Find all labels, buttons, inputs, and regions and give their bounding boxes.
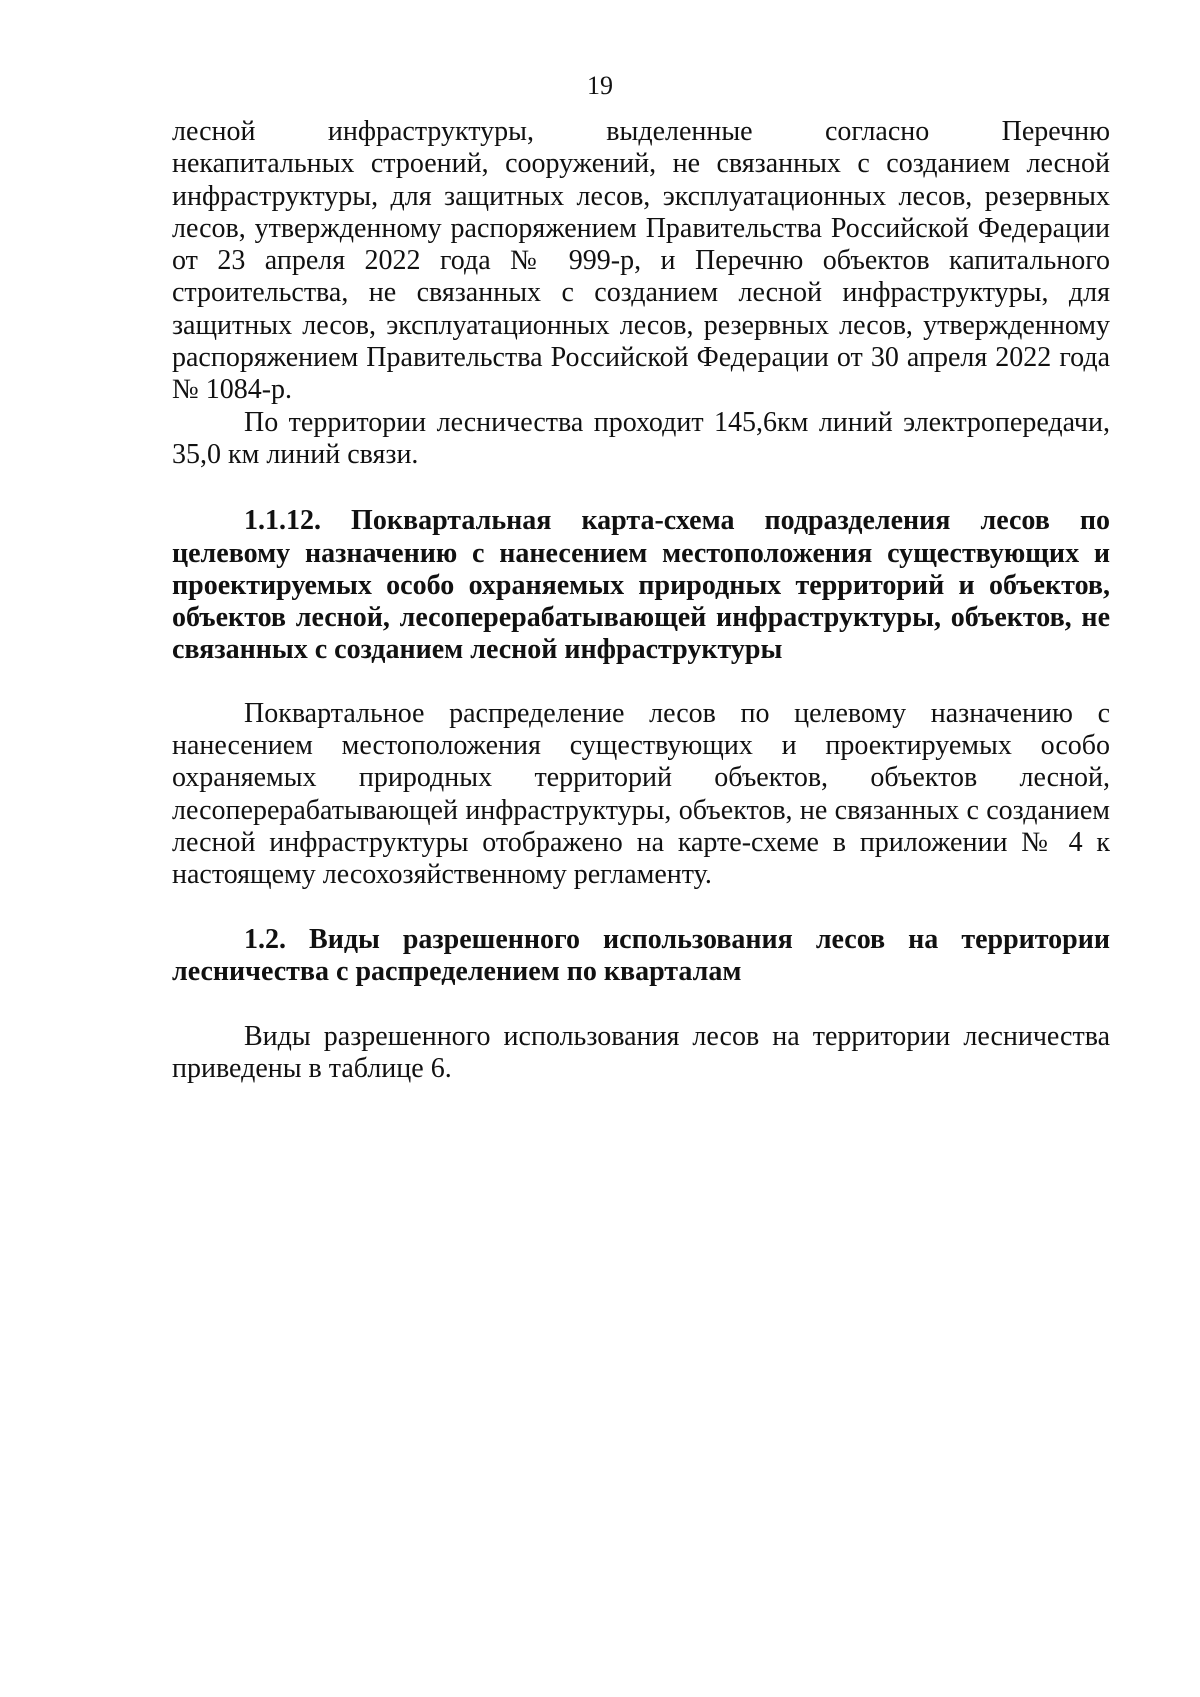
text-line: Поквартальное распределение лесов по целевому назначению с (244, 697, 1110, 729)
text-line: Виды разрешенного использования лесов на территории лесничества (244, 1021, 1110, 1053)
heading-line: лесничества с распределением по кварталам (172, 955, 742, 987)
heading-line: 1.2. Виды разрешенного использования лесов на территории (244, 923, 1110, 955)
page-number: 19 (587, 71, 613, 100)
paragraph-map-scheme (172, 698, 1110, 892)
text-line: защитных лесов, эксплуатационных лесов, резервных лесов, утвержденному (172, 309, 1110, 341)
text-line: некапитальных строений, сооружений, не связанных с созданием лесной (172, 148, 1110, 180)
section-heading-1-1-12 (172, 505, 1110, 666)
heading-line: целевому назначению с нанесением местоположения существующих и (172, 537, 1110, 569)
text-line: от 23 апреля 2022 года № 999-р, и Перечню объектов капитального (172, 245, 1110, 277)
paragraph-usage-types (172, 1021, 1110, 1086)
text-line: лесов, утвержденному распоряжением Правительства Российской Федерации (172, 212, 1110, 244)
text-line: нанесением местоположения существующих и проектируемых особо (172, 730, 1110, 762)
heading-line: связанных с созданием лесной инфраструктуры (172, 634, 783, 666)
text-line: № 1084-р. (172, 374, 293, 406)
heading-line: объектов лесной, лесоперерабатывающей инфраструктуры, объектов, не (172, 602, 1110, 634)
paragraph-infrastructure-lists (172, 116, 1110, 407)
text-line: строительства, не связанных с созданием лесной инфраструктуры, для (172, 277, 1110, 309)
text-line: инфраструктуры, для защитных лесов, эксплуатационных лесов, резервных (172, 180, 1110, 212)
heading-line: 1.1.12. Поквартальная карта-схема подразделения лесов по (244, 505, 1110, 537)
text-line: распоряжением Правительства Российской Федерации от 30 апреля 2022 года (172, 342, 1110, 374)
section-heading-1-2 (172, 924, 1110, 989)
paragraph-power-lines (172, 407, 1110, 472)
text-line: приведены в таблице 6. (172, 1053, 452, 1085)
text-line: охраняемых природных территорий объектов, объектов лесной, (172, 762, 1110, 794)
document-body (172, 116, 1110, 1086)
heading-line: проектируемых особо охраняемых природных территорий и объектов, (172, 569, 1110, 601)
text-line: лесной инфраструктуры, выделенные согласно Перечню (172, 116, 1110, 147)
text-line: настоящему лесохозяйственному регламенту. (172, 859, 712, 891)
text-line: лесной инфраструктуры отображено на карте-схеме в приложении № 4 к (172, 826, 1110, 858)
text-line: лесоперерабатывающей инфраструктуры, объектов, не связанных с созданием (172, 794, 1110, 826)
text-line: По территории лесничества проходит 145,6км линий электропередачи, (244, 406, 1110, 438)
text-line: 35,0 км линий связи. (172, 438, 419, 470)
